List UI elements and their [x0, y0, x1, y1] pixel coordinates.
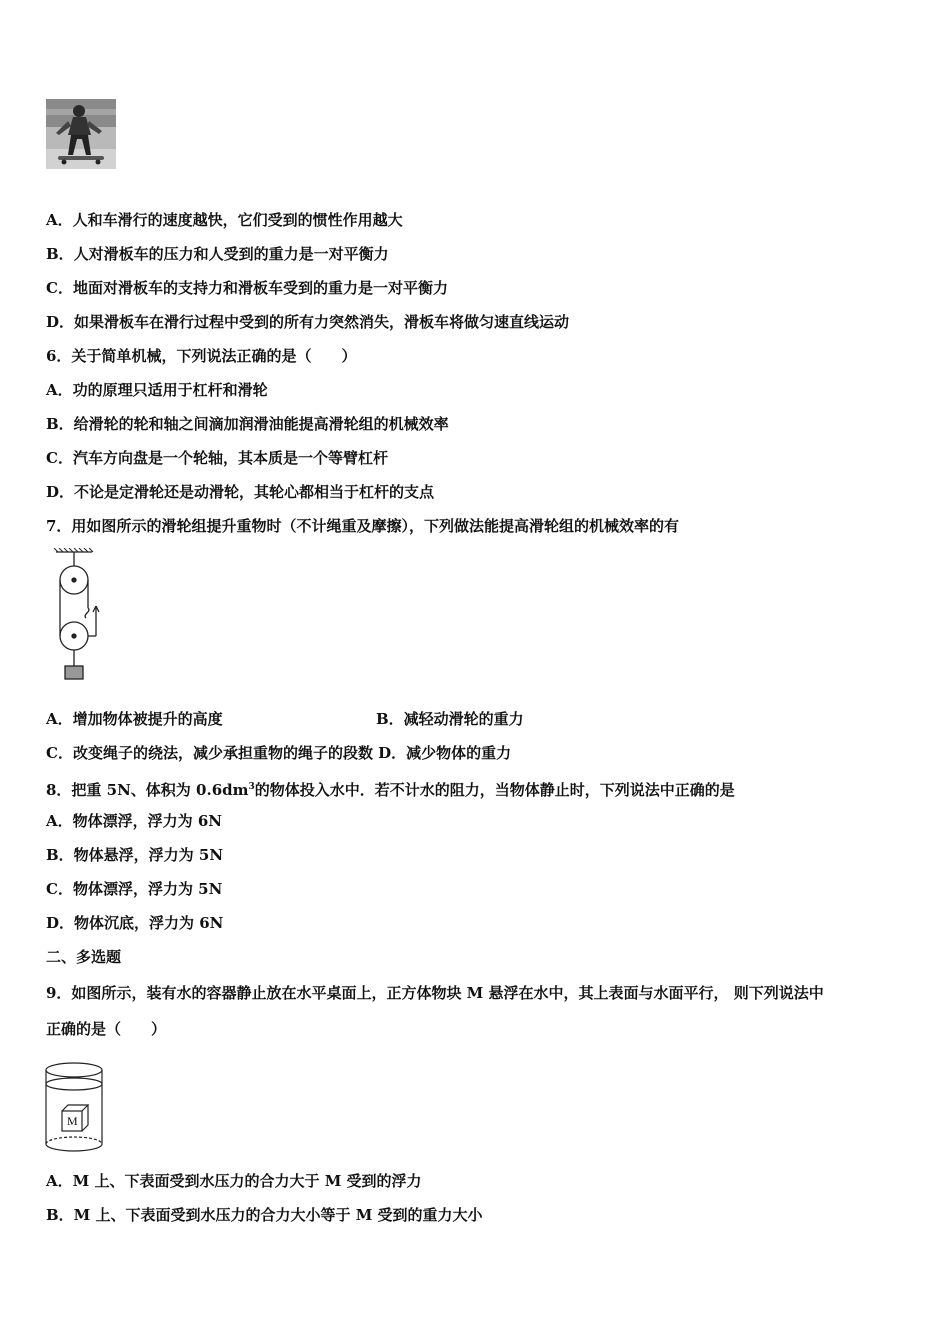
q8-stem-post: 的物体投入水中．若不计水的阻力，当物体静止时，下列说法中正确的是 — [254, 781, 735, 799]
q6-option-c: C．汽车方向盘是一个轮轴，其本质是一个等臂杠杆 — [46, 449, 388, 467]
q8-stem-sup: 3 — [248, 782, 255, 792]
q8-option-c: C．物体漂浮，浮力为 5N — [46, 880, 223, 898]
q8-stem — [46, 777, 735, 800]
q5-option-b: B．人对滑板车的压力和人受到的重力是一对平衡力 — [46, 245, 389, 263]
q6-option-d: D．不论是定滑轮还是动滑轮，其轮心都相当于杠杆的支点 — [46, 483, 435, 501]
q6-stem: 6．关于简单机械，下列说法正确的是（ ） — [46, 347, 357, 365]
q7-option-b: B．减轻动滑轮的重力 — [376, 710, 524, 728]
q9-stem-line2: 正确的是（ ） — [46, 1020, 167, 1038]
skateboard-photo — [46, 99, 116, 169]
pulley-diagram — [52, 548, 108, 682]
q7-option-a: A．增加物体被提升的高度 — [46, 710, 223, 728]
q8-stem-pre: 8．把重 5N、体积为 0.6dm — [46, 781, 249, 799]
q7-stem: 7．用如图所示的滑轮组提升重物时（不计绳重及摩擦），下列做法能提高滑轮组的机械效率的有 — [46, 517, 679, 535]
q8-option-d: D．物体沉底，浮力为 6N — [46, 914, 224, 932]
q9-option-b: B．M 上、下表面受到水压力的合力大小等于 M 受到的重力大小 — [46, 1206, 483, 1224]
q7-option-cd: C．改变绳子的绕法，减少承担重物的绳子的段数 D．减少物体的重力 — [46, 744, 512, 762]
q9-option-a: A．M 上、下表面受到水压力的合力大于 M 受到的浮力 — [46, 1172, 422, 1190]
q5-option-c: C．地面对滑板车的支持力和滑板车受到的重力是一对平衡力 — [46, 279, 448, 297]
q8-option-a: A．物体漂浮，浮力为 6N — [46, 812, 223, 830]
section-heading: 二、多选题 — [46, 948, 122, 966]
q6-option-a: A．功的原理只适用于杠杆和滑轮 — [46, 381, 268, 399]
q9-stem-line1: 9．如图所示，装有水的容器静止放在水平桌面上，正方体物块 M 悬浮在水中，其上表面与水面平行， 则下列说法中 — [46, 984, 824, 1002]
q8-option-b: B．物体悬浮，浮力为 5N — [46, 846, 224, 864]
q5-option-a: A．人和车滑行的速度越快，它们受到的惯性作用越大 — [46, 211, 403, 229]
container-diagram — [42, 1060, 108, 1156]
block-label-m: M — [67, 1114, 78, 1128]
q6-option-b: B．给滑轮的轮和轴之间滴加润滑油能提高滑轮组的机械效率 — [46, 415, 449, 433]
q5-option-d: D．如果滑板车在滑行过程中受到的所有力突然消失，滑板车将做匀速直线运动 — [46, 313, 570, 331]
